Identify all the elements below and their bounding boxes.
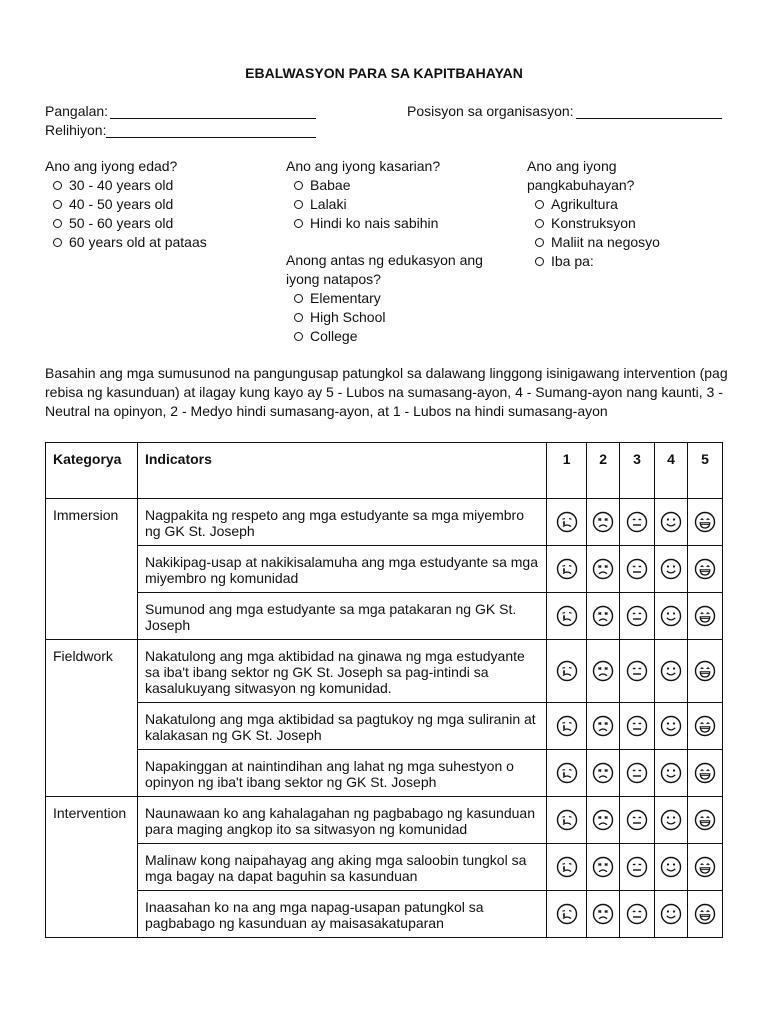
rating-cell-3[interactable] xyxy=(620,546,655,593)
table-row xyxy=(46,593,723,640)
rating-cell-4[interactable] xyxy=(655,797,688,844)
header-scale-4: 4 xyxy=(655,443,688,499)
rating-cell-1[interactable] xyxy=(547,797,587,844)
name-label: Pangalan: xyxy=(45,103,109,119)
rating-cell-1[interactable] xyxy=(547,546,587,593)
rating-cell-3[interactable] xyxy=(620,703,655,750)
smiling-face-icon[interactable] xyxy=(660,605,682,627)
rating-cell-5[interactable] xyxy=(688,891,723,938)
rating-cell-3[interactable] xyxy=(620,797,655,844)
header-scale-1: 1 xyxy=(547,443,587,499)
age-question-text: Ano ang iyong edad? xyxy=(45,158,178,174)
indicator-cell: Nakikipag-usap at nakikisalamuha ang mga estudyante sa mga miyembro ng komunidad xyxy=(137,546,546,593)
rating-cell-3[interactable] xyxy=(620,593,655,640)
rating-cell-1[interactable] xyxy=(547,593,587,640)
age-option[interactable]: 40 - 50 years old xyxy=(45,195,207,214)
indicator-cell: Malinaw kong naipahayag ang aking mga saloobin tungkol sa mga bagay na dapat baguhin sa kasunduan xyxy=(137,844,546,891)
frowning-face-icon[interactable] xyxy=(592,715,614,737)
evaluation-table xyxy=(45,442,723,938)
rating-cell-2[interactable] xyxy=(587,797,620,844)
grinning-face-icon[interactable] xyxy=(694,762,716,784)
rating-cell-3[interactable] xyxy=(620,750,655,797)
rating-cell-2[interactable] xyxy=(587,891,620,938)
rating-cell-4[interactable] xyxy=(655,640,688,703)
smiling-face-icon[interactable] xyxy=(660,762,682,784)
neutral-face-icon[interactable] xyxy=(626,660,648,682)
rating-cell-4[interactable] xyxy=(655,891,688,938)
grinning-face-icon[interactable] xyxy=(694,605,716,627)
rating-cell-5[interactable] xyxy=(688,499,723,546)
neutral-face-icon[interactable] xyxy=(626,511,648,533)
table-header-row xyxy=(46,443,723,499)
indicator-cell: Inaasahan ko na ang mga napag-usapan patungkol sa pagbabago ng kasunduan ay maisasakatuparan xyxy=(137,891,546,938)
grinning-face-icon[interactable] xyxy=(694,511,716,533)
crying-face-icon[interactable] xyxy=(556,511,578,533)
neutral-face-icon[interactable] xyxy=(626,809,648,831)
livelihood-question-text-line2: pangkabuhayan? xyxy=(527,177,635,193)
education-question xyxy=(286,251,483,346)
education-option[interactable]: High School xyxy=(286,308,483,327)
position-label: Posisyon sa organisasyon: xyxy=(407,103,574,119)
age-option[interactable]: 30 - 40 years old xyxy=(45,176,207,195)
radio-circle-icon[interactable] xyxy=(535,200,544,209)
radio-circle-icon[interactable] xyxy=(53,238,62,247)
rating-cell-2[interactable] xyxy=(587,546,620,593)
grinning-face-icon[interactable] xyxy=(694,558,716,580)
neutral-face-icon[interactable] xyxy=(626,558,648,580)
rating-cell-1[interactable] xyxy=(547,891,587,938)
rating-cell-5[interactable] xyxy=(688,750,723,797)
smiling-face-icon[interactable] xyxy=(660,715,682,737)
rating-cell-4[interactable] xyxy=(655,593,688,640)
neutral-face-icon[interactable] xyxy=(626,715,648,737)
grinning-face-icon[interactable] xyxy=(694,903,716,925)
rating-cell-2[interactable] xyxy=(587,844,620,891)
smiling-face-icon[interactable] xyxy=(660,856,682,878)
gender-question xyxy=(286,157,440,233)
table-row xyxy=(46,750,723,797)
rating-cell-2[interactable] xyxy=(587,499,620,546)
radio-circle-icon[interactable] xyxy=(294,219,303,228)
indicator-cell: Nakatulong ang mga aktibidad na ginawa ng mga estudyante sa iba't ibang sektor ng GK St. Joseph sa pag-intindi sa kasalukuyang sitwasyon ng komunidad. xyxy=(137,640,546,703)
rating-cell-5[interactable] xyxy=(688,703,723,750)
gender-option[interactable]: Lalaki xyxy=(286,195,440,214)
neutral-face-icon[interactable] xyxy=(626,605,648,627)
religion-field[interactable] xyxy=(45,122,316,138)
radio-circle-icon[interactable] xyxy=(294,200,303,209)
livelihood-question xyxy=(527,157,660,271)
table-row xyxy=(46,499,723,546)
gender-option[interactable]: Hindi ko nais sabihin xyxy=(286,214,440,233)
livelihood-option[interactable]: Maliit na negosyo xyxy=(527,233,660,252)
table-row xyxy=(46,640,723,703)
indicator-cell: Sumunod ang mga estudyante sa mga patakaran ng GK St. Joseph xyxy=(137,593,546,640)
rating-cell-3[interactable] xyxy=(620,844,655,891)
category-cell: Immersion xyxy=(46,499,138,640)
form-title: EBALWASYON PARA SA KAPITBAHAYAN xyxy=(245,65,523,81)
rating-cell-1[interactable] xyxy=(547,750,587,797)
header-scale-2: 2 xyxy=(587,443,620,499)
rating-cell-4[interactable] xyxy=(655,499,688,546)
livelihood-option[interactable]: Agrikultura xyxy=(527,195,660,214)
rating-cell-5[interactable] xyxy=(688,593,723,640)
grinning-face-icon[interactable] xyxy=(694,856,716,878)
category-cell: Intervention xyxy=(46,797,138,938)
rating-cell-2[interactable] xyxy=(587,593,620,640)
smiling-face-icon[interactable] xyxy=(660,511,682,533)
education-option[interactable]: College xyxy=(286,327,483,346)
rating-cell-5[interactable] xyxy=(688,546,723,593)
header-scale-5: 5 xyxy=(688,443,723,499)
frowning-face-icon[interactable] xyxy=(592,903,614,925)
radio-circle-icon[interactable] xyxy=(294,313,303,322)
smiling-face-icon[interactable] xyxy=(660,809,682,831)
livelihood-option[interactable]: Iba pa: xyxy=(527,252,660,271)
rating-cell-1[interactable] xyxy=(547,844,587,891)
rating-cell-1[interactable] xyxy=(547,499,587,546)
table-row xyxy=(46,844,723,891)
rating-cell-3[interactable] xyxy=(620,640,655,703)
education-question-text-line1: Anong antas ng edukasyon ang xyxy=(286,252,483,268)
rating-cell-4[interactable] xyxy=(655,703,688,750)
frowning-face-icon[interactable] xyxy=(592,809,614,831)
frowning-face-icon[interactable] xyxy=(592,511,614,533)
instructions: Basahin ang mga sumusunod na pangungusap patungkol sa dalawang linggong isinigawang intervention (pag rebisa ng kasunduan) at ilagay kung kayo ay 5 - Lubos na sumasang-ayon, 4 - Sumang-ayon nang kaunti, 3 - Neutral na opinyon, 2 - Medyo hindi sumasang-ayon, at 1 - Lubos na hindi sumasang-ayon xyxy=(45,365,728,419)
crying-face-icon[interactable] xyxy=(556,660,578,682)
crying-face-icon[interactable] xyxy=(556,605,578,627)
radio-circle-icon[interactable] xyxy=(53,200,62,209)
header-indicators: Indicators xyxy=(137,443,546,499)
rating-cell-2[interactable] xyxy=(587,703,620,750)
crying-face-icon[interactable] xyxy=(556,558,578,580)
radio-circle-icon[interactable] xyxy=(53,219,62,228)
livelihood-option[interactable]: Konstruksyon xyxy=(527,214,660,233)
radio-circle-icon[interactable] xyxy=(535,219,544,228)
rating-cell-3[interactable] xyxy=(620,891,655,938)
age-option[interactable]: 60 years old at pataas xyxy=(45,233,207,252)
indicator-cell: Nakatulong ang mga aktibidad sa pagtukoy ng mga suliranin at kalakasan ng GK St. Joseph xyxy=(137,703,546,750)
smiling-face-icon[interactable] xyxy=(660,903,682,925)
rating-cell-4[interactable] xyxy=(655,546,688,593)
neutral-face-icon[interactable] xyxy=(626,856,648,878)
age-option[interactable]: 50 - 60 years old xyxy=(45,214,207,233)
gender-question-text: Ano ang iyong kasarian? xyxy=(286,158,441,174)
smiling-face-icon[interactable] xyxy=(660,660,682,682)
position-line[interactable] xyxy=(576,105,722,119)
gender-option[interactable]: Babae xyxy=(286,176,440,195)
rating-cell-5[interactable] xyxy=(688,844,723,891)
category-cell: Fieldwork xyxy=(46,640,138,797)
frowning-face-icon[interactable] xyxy=(592,856,614,878)
religion-line[interactable] xyxy=(106,124,316,138)
rating-cell-2[interactable] xyxy=(587,640,620,703)
rating-cell-5[interactable] xyxy=(688,797,723,844)
table-row xyxy=(46,797,723,844)
crying-face-icon[interactable] xyxy=(556,903,578,925)
frowning-face-icon[interactable] xyxy=(592,762,614,784)
livelihood-question-text-line1: Ano ang iyong xyxy=(527,158,617,174)
education-option[interactable]: Elementary xyxy=(286,289,483,308)
indicator-cell: Nagpakita ng respeto ang mga estudyante sa mga miyembro ng GK St. Joseph xyxy=(137,499,546,546)
rating-cell-1[interactable] xyxy=(547,640,587,703)
position-field[interactable] xyxy=(407,103,722,119)
table-row xyxy=(46,703,723,750)
frowning-face-icon[interactable] xyxy=(592,558,614,580)
table-row xyxy=(46,891,723,938)
header-scale-3: 3 xyxy=(620,443,655,499)
radio-circle-icon[interactable] xyxy=(535,238,544,247)
education-question-text-line2: iyong natapos? xyxy=(286,271,381,287)
name-line[interactable] xyxy=(110,105,316,119)
table-row xyxy=(46,546,723,593)
radio-circle-icon[interactable] xyxy=(294,181,303,190)
indicator-cell: Naunawaan ko ang kahalagahan ng pagbabago ng kasunduan para maging angkop ito sa sitwasyon ng komunidad xyxy=(137,797,546,844)
rating-cell-4[interactable] xyxy=(655,750,688,797)
indicator-cell: Napakinggan at naintindihan ang lahat ng mga suhestyon o opinyon ng iba't ibang sektor ng GK St. Joseph xyxy=(137,750,546,797)
neutral-face-icon[interactable] xyxy=(626,903,648,925)
crying-face-icon[interactable] xyxy=(556,809,578,831)
grinning-face-icon[interactable] xyxy=(694,715,716,737)
rating-cell-5[interactable] xyxy=(688,640,723,703)
grinning-face-icon[interactable] xyxy=(694,809,716,831)
rating-cell-4[interactable] xyxy=(655,844,688,891)
frowning-face-icon[interactable] xyxy=(592,660,614,682)
neutral-face-icon[interactable] xyxy=(626,762,648,784)
crying-face-icon[interactable] xyxy=(556,856,578,878)
rating-cell-1[interactable] xyxy=(547,703,587,750)
crying-face-icon[interactable] xyxy=(556,762,578,784)
frowning-face-icon[interactable] xyxy=(592,605,614,627)
rating-cell-3[interactable] xyxy=(620,499,655,546)
religion-label: Relihiyon: xyxy=(45,122,107,138)
smiling-face-icon[interactable] xyxy=(660,558,682,580)
age-question xyxy=(45,157,207,252)
grinning-face-icon[interactable] xyxy=(694,660,716,682)
radio-circle-icon[interactable] xyxy=(53,181,62,190)
rating-cell-2[interactable] xyxy=(587,750,620,797)
header-category: Kategorya xyxy=(46,443,138,499)
radio-circle-icon[interactable] xyxy=(294,332,303,341)
radio-circle-icon[interactable] xyxy=(535,257,544,266)
radio-circle-icon[interactable] xyxy=(294,294,303,303)
crying-face-icon[interactable] xyxy=(556,715,578,737)
name-field[interactable] xyxy=(45,103,316,119)
